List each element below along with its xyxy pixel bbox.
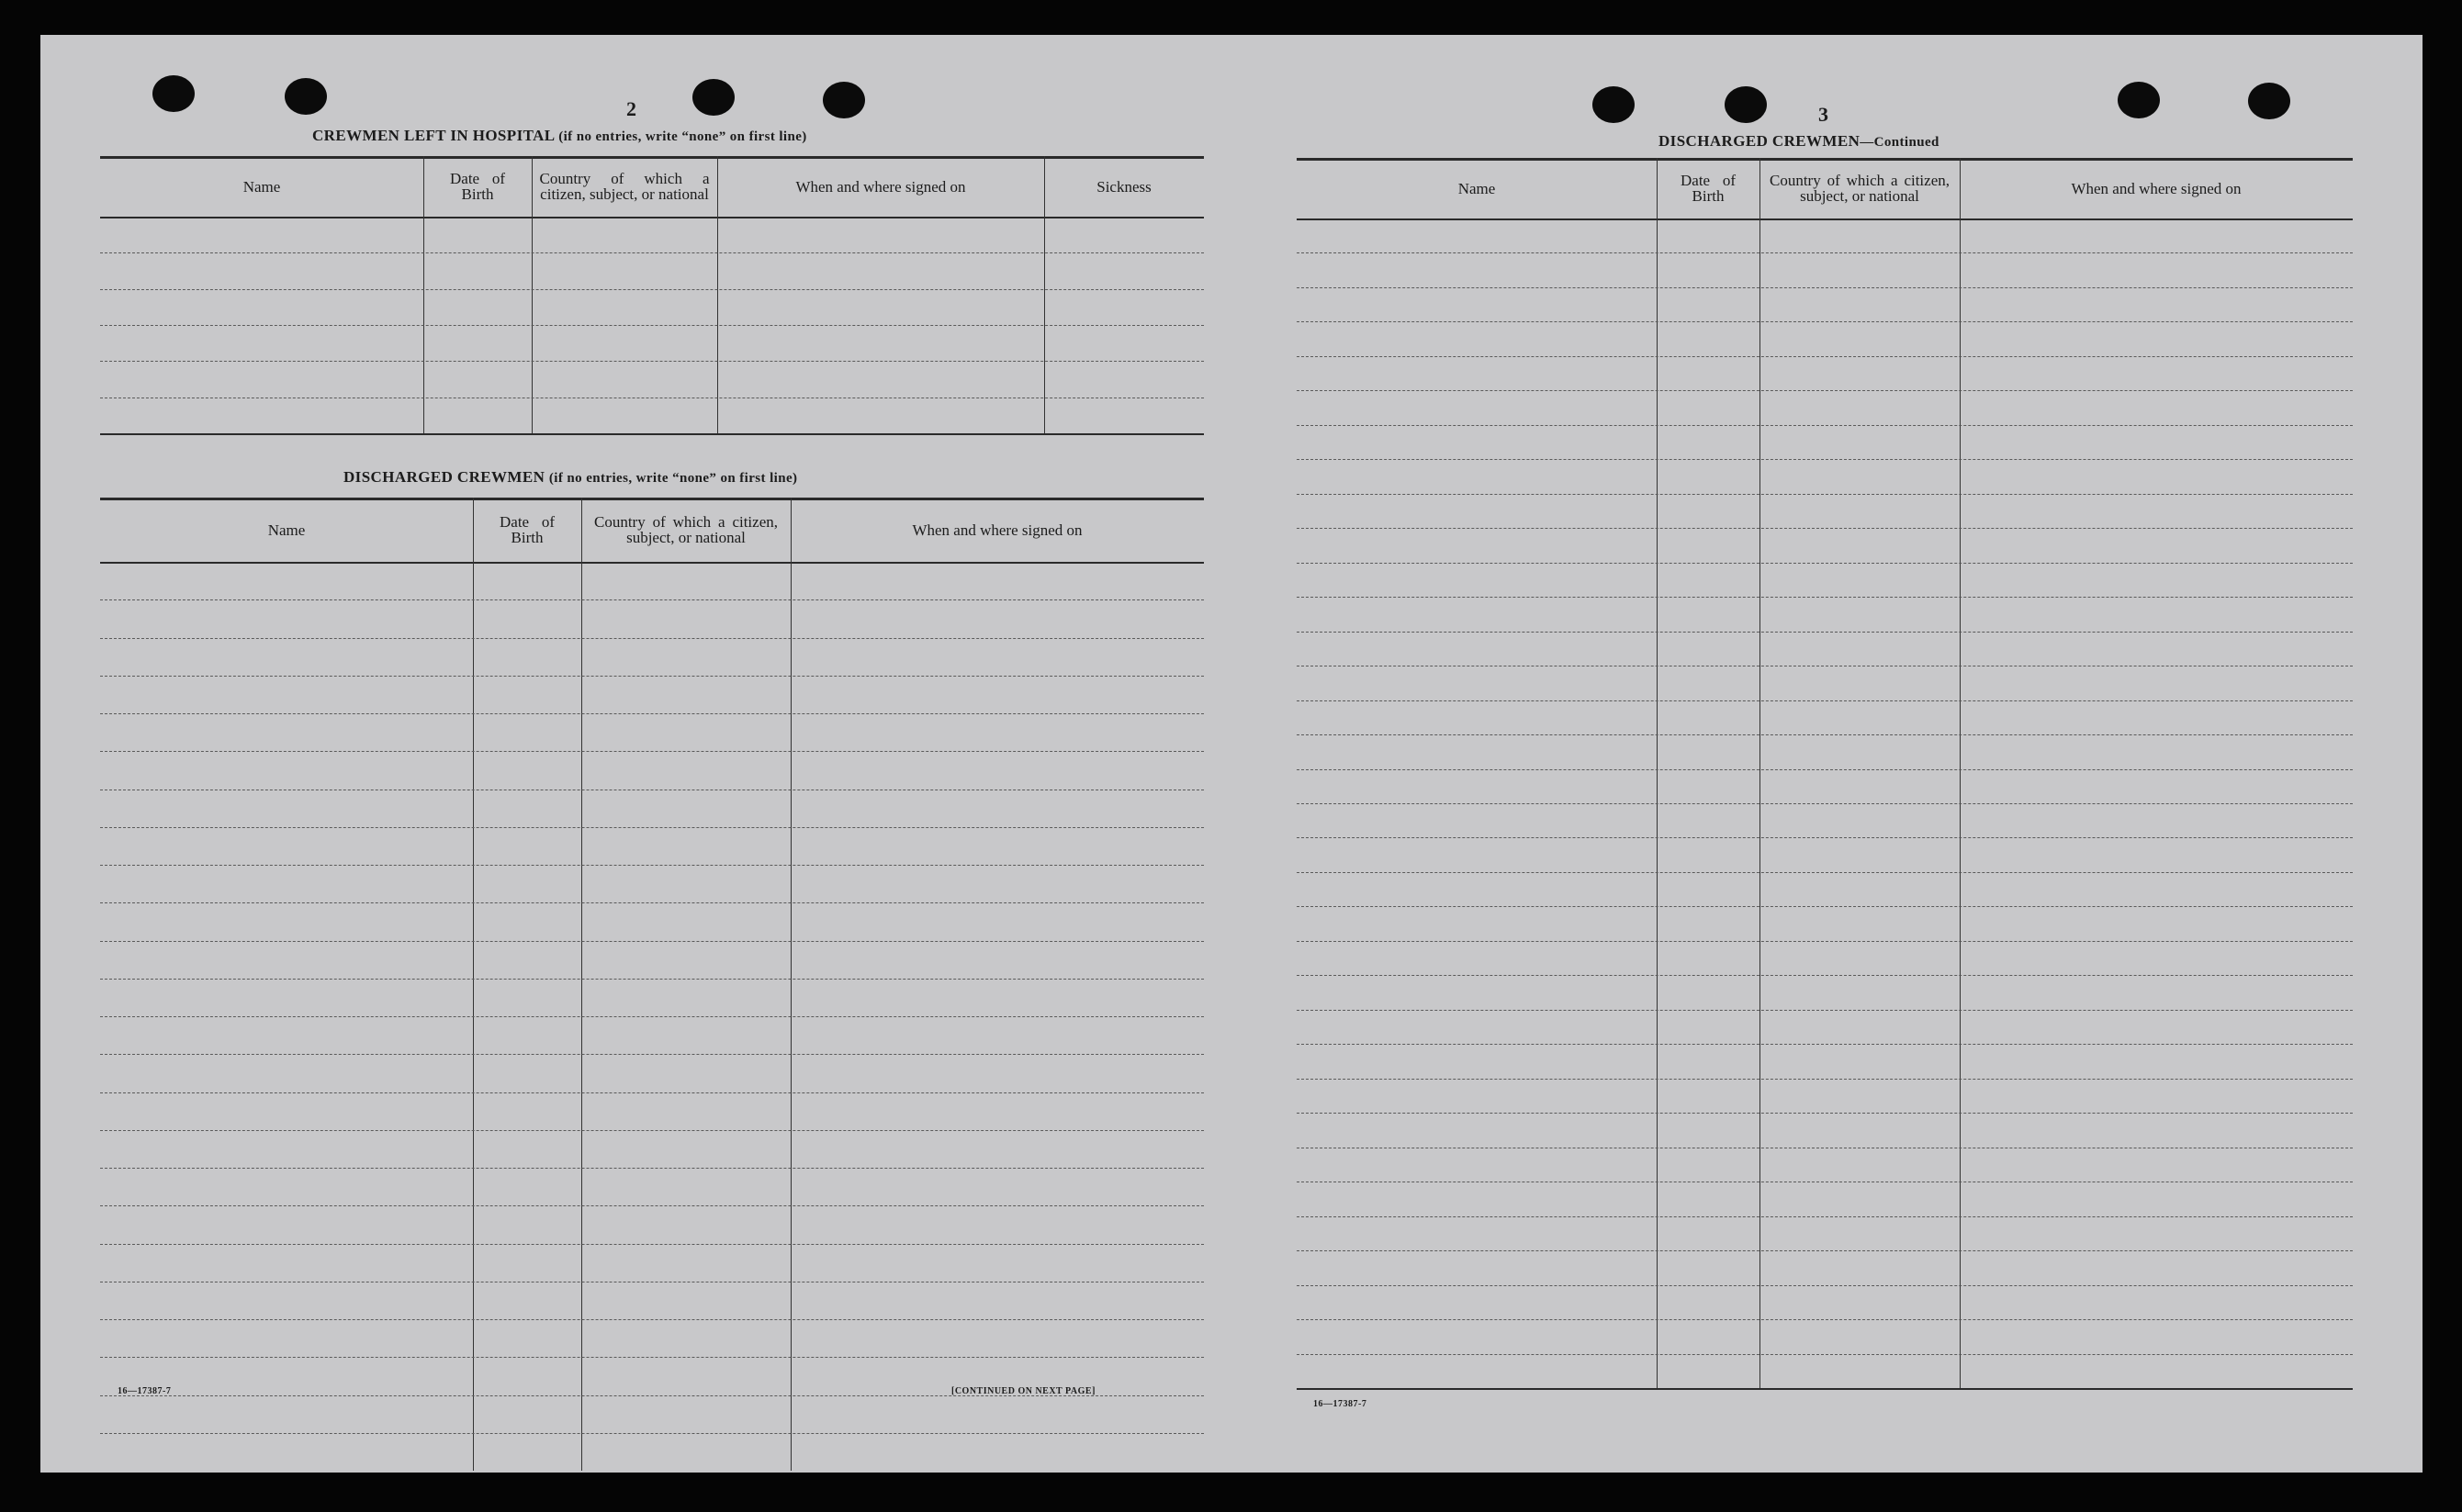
- table-row: [1297, 837, 2353, 838]
- table-row: [1297, 632, 2353, 633]
- table-row: [1297, 1010, 2353, 1011]
- discharged-table: [100, 498, 1204, 1471]
- table-row: [100, 941, 1204, 942]
- table-row: [100, 252, 1204, 253]
- hospital-table: [100, 156, 1204, 433]
- section-title-discharged-continued: [1658, 132, 1939, 151]
- column-header-sickness: Sickness: [1096, 177, 1152, 196]
- table-row: [1297, 597, 2353, 598]
- table-row: [100, 676, 1204, 677]
- table-row: [1297, 1285, 2353, 1286]
- column-header-name: Name: [242, 177, 281, 196]
- table-row: [1297, 459, 2353, 460]
- section-title-suffix: —Continued: [1860, 135, 1939, 150]
- table-row: [100, 289, 1204, 290]
- discharged-continued-rows: [1297, 218, 2353, 1388]
- section-hint: (if no entries, write “none” on first line): [558, 129, 807, 144]
- table-row: [1297, 356, 2353, 357]
- table-row: [100, 1319, 1204, 1320]
- column-header-date-of-birth: Date of Birth: [1681, 172, 1736, 205]
- table-row: [1297, 1319, 2353, 1320]
- form-code: 16—17387-7: [118, 1386, 172, 1396]
- table-row: [100, 1244, 1204, 1245]
- column-header-signed-on: When and where signed on: [2071, 179, 2242, 197]
- column-header-country: Country of which a citizen, subject, or national: [594, 513, 778, 546]
- column-header-date-of-birth: Date of Birth: [500, 513, 555, 546]
- table-row: [1297, 734, 2353, 735]
- section-title-text: DISCHARGED CREWMEN: [343, 468, 545, 486]
- continued-note: [CONTINUED ON NEXT PAGE]: [951, 1386, 1096, 1396]
- table-row: [1297, 494, 2353, 495]
- punch-hole-icon: [823, 82, 865, 118]
- column-header-name: Name: [267, 521, 306, 539]
- table-row: [100, 713, 1204, 714]
- table-row: [100, 1092, 1204, 1093]
- table-row: [1297, 425, 2353, 426]
- table-row: [100, 1016, 1204, 1017]
- table-row: [1297, 700, 2353, 701]
- table-row: [1297, 390, 2353, 391]
- section-title-text: CREWMEN LEFT IN HOSPITAL: [312, 127, 555, 144]
- table-row: [1297, 769, 2353, 770]
- column-header-date-of-birth: Date of Birth: [450, 170, 505, 203]
- discharged-rows: [100, 562, 1204, 1471]
- table-row: [100, 1433, 1204, 1434]
- page-number: 3: [1818, 103, 1828, 126]
- table-row: [100, 1357, 1204, 1358]
- form-sheet: [40, 35, 2423, 1473]
- table-row: [1297, 321, 2353, 322]
- table-row: [100, 979, 1204, 980]
- section-hint: (if no entries, write “none” on first line): [548, 471, 798, 486]
- column-header-country: Country of which a citizen, subject, or national: [1770, 172, 1950, 205]
- table-row: [1297, 563, 2353, 564]
- table-row: [1297, 941, 2353, 942]
- section-title-hospital: [312, 127, 807, 145]
- punch-hole-icon: [1592, 86, 1635, 123]
- table-row: [100, 599, 1204, 600]
- punch-hole-icon: [285, 78, 327, 115]
- table-row: [1297, 1354, 2353, 1355]
- table-row: [100, 1168, 1204, 1169]
- table-row: [1297, 1044, 2353, 1045]
- table-row: [1297, 1216, 2353, 1217]
- section-title-text: DISCHARGED CREWMEN: [1658, 132, 1861, 150]
- table-row: [100, 1205, 1204, 1206]
- discharged-continued-table: [1297, 158, 2353, 1388]
- column-header-country: Country of which a citizen, subject, or national: [539, 170, 710, 203]
- table-row: [1297, 252, 2353, 253]
- table-row: [100, 902, 1204, 903]
- punch-hole-icon: [1725, 86, 1767, 123]
- table-row: [100, 638, 1204, 639]
- table-row: [1297, 975, 2353, 976]
- table-row: [1297, 906, 2353, 907]
- table-row: [1297, 287, 2353, 288]
- punch-hole-icon: [152, 75, 195, 112]
- table-row: [1297, 1250, 2353, 1251]
- table-row: [100, 361, 1204, 362]
- column-header-name: Name: [1457, 179, 1496, 197]
- table-row: [1297, 528, 2353, 529]
- table-row: [1297, 872, 2353, 873]
- table-row: [100, 325, 1204, 326]
- table-row: [100, 827, 1204, 828]
- punch-hole-icon: [2248, 83, 2290, 119]
- punch-hole-icon: [2118, 82, 2160, 118]
- table-row: [1297, 1113, 2353, 1114]
- hospital-rows: [100, 217, 1204, 433]
- column-header-signed-on: When and where signed on: [912, 521, 1083, 539]
- table-row: [100, 751, 1204, 752]
- table-row: [100, 865, 1204, 866]
- table-row: [1297, 803, 2353, 804]
- form-code: 16—17387-7: [1313, 1399, 1367, 1409]
- table-row: [1297, 1079, 2353, 1080]
- column-header-signed-on: When and where signed on: [795, 177, 966, 196]
- section-title-discharged: [343, 468, 797, 487]
- table-row: [100, 1130, 1204, 1131]
- table-row: [100, 1054, 1204, 1055]
- punch-hole-icon: [692, 79, 735, 116]
- page-number: 2: [626, 97, 636, 120]
